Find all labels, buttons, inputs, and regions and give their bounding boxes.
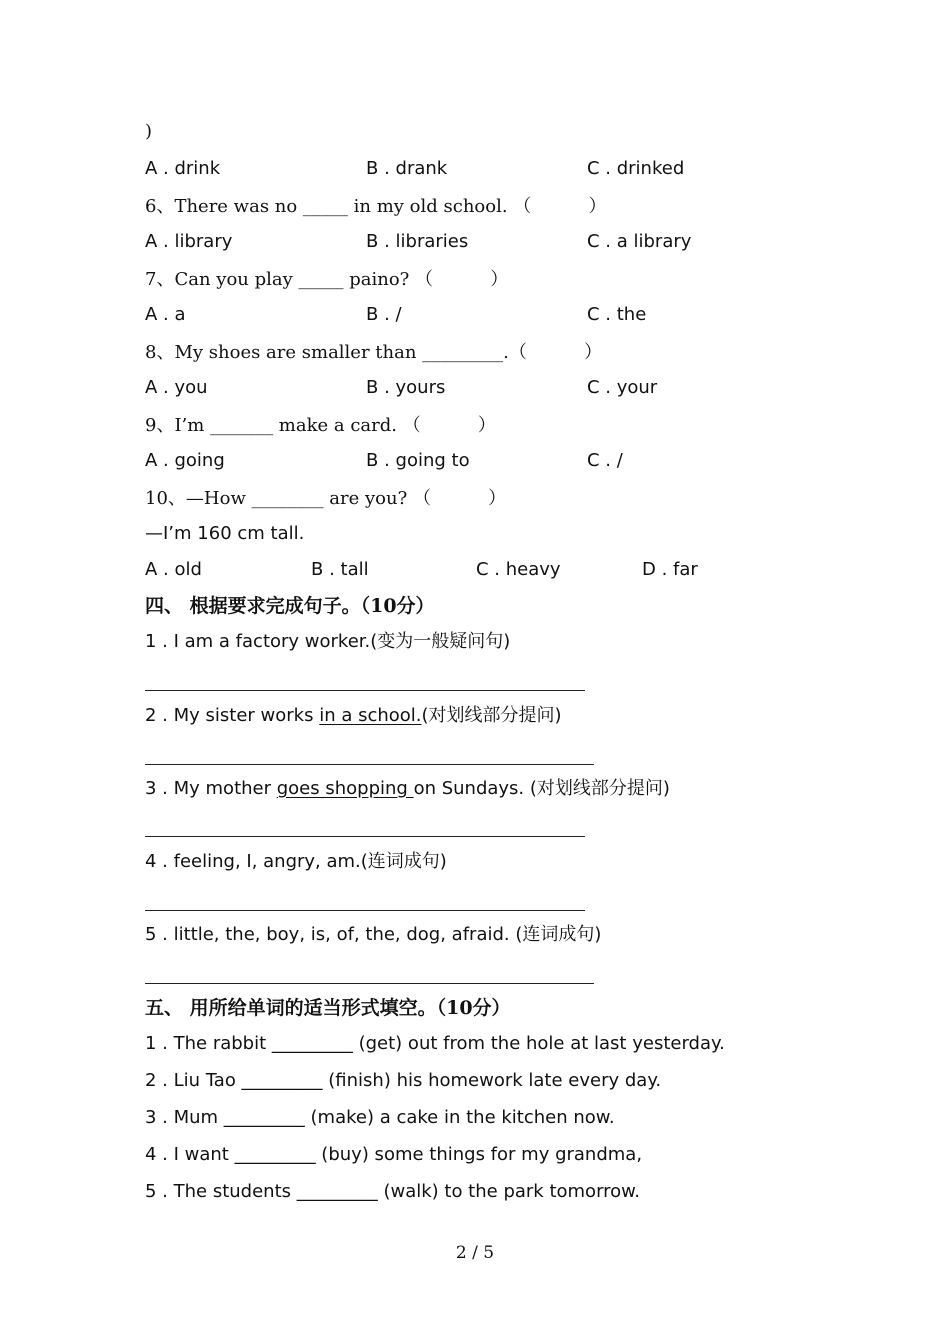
item-text: 1 . I am a factory worker.(变为一般疑问句)	[145, 631, 511, 652]
item-text: 4 . feeling, I, angry, am.(连词成句)	[145, 851, 447, 872]
option-c: C . your	[587, 377, 658, 398]
sentence-item-2	[145, 704, 562, 728]
section-4-heading: 四、 根据要求完成句子。（10分）	[145, 595, 435, 617]
option-c: C . the	[587, 304, 647, 325]
option-b: B . tall	[311, 559, 369, 580]
option-a: A . a	[145, 304, 186, 325]
item-text: 2 . My sister works	[145, 705, 320, 726]
sentence-item-4	[145, 850, 447, 874]
question-10-answer-line: —I’m 160 cm tall.	[145, 523, 305, 544]
answer-line	[145, 690, 585, 691]
fill-item-1: 1 . The rabbit _________ (get) out from the hole at last yesterday.	[145, 1033, 725, 1054]
q5-bracket-tail: )	[145, 121, 153, 142]
sentence-item-5	[145, 923, 601, 947]
fill-item-5: 5 . The students _________ (walk) to the park tomorrow.	[145, 1181, 640, 1202]
answer-line	[145, 910, 585, 911]
option-b: B . /	[366, 304, 402, 325]
option-a: A . you	[145, 377, 208, 398]
item-instruction: (对划线部分提问)	[421, 705, 562, 726]
option-a: A . library	[145, 231, 233, 252]
item-text: 3 . My mother	[145, 778, 277, 799]
sentence-item-1	[145, 630, 510, 654]
underlined-phrase: goes shopping	[276, 778, 414, 799]
section-5-heading: 五、 用所给单词的适当形式填空。（10分）	[145, 997, 511, 1019]
option-b: B . going to	[366, 450, 470, 471]
fill-item-2: 2 . Liu Tao _________ (finish) his homework late every day.	[145, 1070, 662, 1091]
option-a: A . going	[145, 450, 225, 471]
answer-line	[145, 836, 585, 837]
option-b: B . libraries	[366, 231, 469, 252]
fill-item-3: 3 . Mum _________ (make) a cake in the kitchen now.	[145, 1107, 615, 1128]
option-a: A . drink	[145, 158, 221, 179]
option-d: D . far	[642, 559, 698, 580]
question-9: 9、I’m _______ make a card. （ ）	[145, 415, 496, 436]
underlined-phrase: in a school.	[319, 705, 422, 726]
question-7: 7、Can you play _____ paino? （ ）	[145, 269, 509, 290]
option-c: C . heavy	[476, 559, 561, 580]
question-6: 6、There was no _____ in my old school. （ ）	[145, 196, 607, 217]
question-10: 10、—How ________ are you? （ ）	[145, 488, 507, 509]
answer-line	[145, 983, 594, 984]
option-c: C . a library	[587, 231, 692, 252]
item-text: 5 . little, the, boy, is, of, the, dog, afraid. (连词成句)	[145, 924, 602, 945]
question-8: 8、My shoes are smaller than _________.（ ）	[145, 342, 603, 363]
option-b: B . yours	[366, 377, 446, 398]
fill-item-4: 4 . I want _________ (buy) some things for my grandma,	[145, 1144, 643, 1165]
answer-line	[145, 764, 594, 765]
sentence-item-3	[145, 777, 670, 801]
option-c: C . drinked	[587, 158, 685, 179]
item-instruction: on Sundays. (对划线部分提问)	[413, 778, 670, 799]
page-number: 2 / 5	[455, 1243, 495, 1263]
option-b: B . drank	[366, 158, 448, 179]
option-c: C . /	[587, 450, 623, 471]
option-a: A . old	[145, 559, 202, 580]
